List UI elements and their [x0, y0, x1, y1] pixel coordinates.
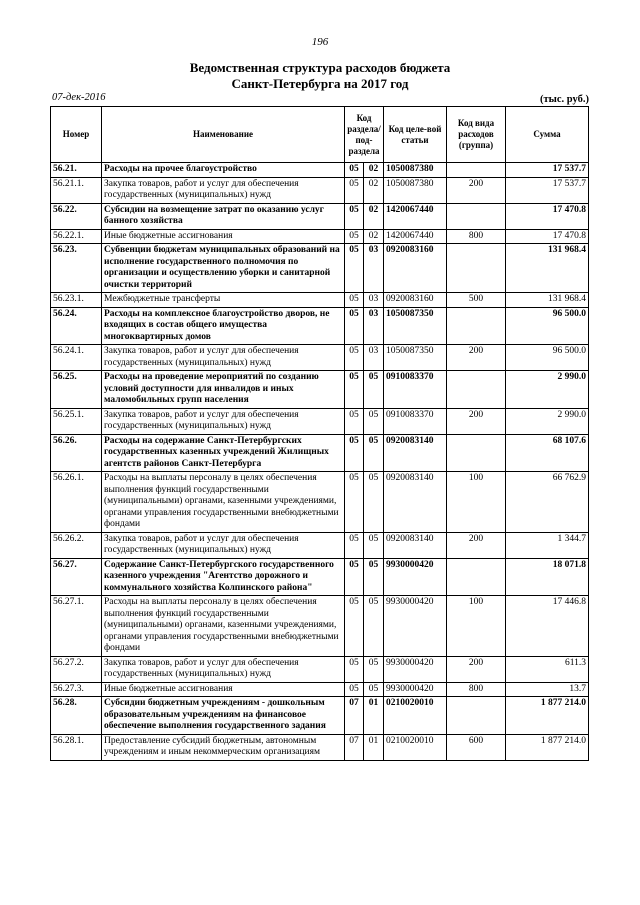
- row-sum: 17 537.7: [506, 177, 589, 203]
- table-row: [51, 371, 589, 409]
- row-subsection: 02: [364, 177, 384, 203]
- row-expense-kind: [447, 163, 506, 178]
- row-subsection: 05: [364, 472, 384, 533]
- row-section: 05: [345, 244, 364, 293]
- row-sum: 17 470.8: [506, 229, 589, 244]
- row-subsection: 03: [364, 293, 384, 308]
- row-subsection: 01: [364, 697, 384, 735]
- row-number: 56.23.1.: [51, 293, 102, 308]
- row-expense-kind: 200: [447, 177, 506, 203]
- row-expense-kind: 800: [447, 682, 506, 697]
- row-expense-kind: [447, 371, 506, 409]
- row-section: 05: [345, 177, 364, 203]
- table-row: [51, 472, 589, 533]
- row-name: Закупка товаров, работ и услуг для обеспечения государственных (муниципальных) нужд: [102, 345, 345, 371]
- row-section: 05: [345, 434, 364, 472]
- row-target-code: 1050087350: [384, 345, 447, 371]
- row-name: Субвенции бюджетам муниципальных образований на исполнение государственного полномочия по организации и осуществлению уборки и санитарной очистки территорий: [102, 244, 345, 293]
- header-section: Код раздела/ под-раздела: [345, 107, 384, 163]
- row-target-code: 1420067440: [384, 203, 447, 229]
- row-section: 07: [345, 697, 364, 735]
- row-name: Закупка товаров, работ и услуг для обеспечения государственных (муниципальных) нужд: [102, 656, 345, 682]
- units-label: (тыс. руб.): [540, 94, 589, 105]
- header-kind: Код вида расходов (группа): [447, 107, 506, 163]
- row-name: Содержание Санкт-Петербургского государственного казенного учреждения "Агентство дорожного и коммунального хозяйства Колпинского района": [102, 558, 345, 596]
- table-row: [51, 293, 589, 308]
- row-section: 05: [345, 203, 364, 229]
- table-row: [51, 408, 589, 434]
- row-expense-kind: 600: [447, 734, 506, 760]
- row-number: 56.26.1.: [51, 472, 102, 533]
- row-name: Закупка товаров, работ и услуг для обеспечения государственных (муниципальных) нужд: [102, 532, 345, 558]
- row-number: 56.24.: [51, 307, 102, 345]
- row-target-code: 9930000420: [384, 558, 447, 596]
- row-sum: 1 877 214.0: [506, 697, 589, 735]
- table-row: [51, 532, 589, 558]
- row-subsection: 02: [364, 229, 384, 244]
- row-subsection: 05: [364, 596, 384, 657]
- page-number: 196: [311, 36, 329, 48]
- row-number: 56.22.1.: [51, 229, 102, 244]
- row-sum: 18 071.8: [506, 558, 589, 596]
- row-target-code: 1050087380: [384, 163, 447, 178]
- table-row: [51, 434, 589, 472]
- title-line-1: Ведомственная структура расходов бюджета: [189, 60, 451, 75]
- table-row: [51, 244, 589, 293]
- row-name: Субсидии бюджетным учреждениям - дошкольным образовательным учреждениям на финансовое обеспечение выполнения государственного задания: [102, 697, 345, 735]
- row-number: 56.25.: [51, 371, 102, 409]
- row-section: 05: [345, 532, 364, 558]
- row-sum: 611.3: [506, 656, 589, 682]
- row-section: 05: [345, 293, 364, 308]
- table-row: [51, 656, 589, 682]
- row-section: 05: [345, 371, 364, 409]
- row-name: Расходы на выплаты персоналу в целях обеспечения выполнения функций государственными (муниципальными) органами, казенными учреждениями, органами управления государственными внебюджетными фондами: [102, 596, 345, 657]
- row-section: 05: [345, 472, 364, 533]
- row-sum: 17 537.7: [506, 163, 589, 178]
- row-expense-kind: [447, 558, 506, 596]
- row-name: Расходы на прочее благоустройство: [102, 163, 345, 178]
- row-expense-kind: 800: [447, 229, 506, 244]
- row-target-code: 9930000420: [384, 596, 447, 657]
- table-body: [51, 163, 589, 761]
- table-row: [51, 682, 589, 697]
- row-sum: 96 500.0: [506, 345, 589, 371]
- row-sum: 131 968.4: [506, 244, 589, 293]
- row-name: Закупка товаров, работ и услуг для обеспечения государственных (муниципальных) нужд: [102, 408, 345, 434]
- row-sum: 96 500.0: [506, 307, 589, 345]
- row-target-code: 0920083140: [384, 472, 447, 533]
- row-target-code: 0210020010: [384, 697, 447, 735]
- row-name: Межбюджетные трансферты: [102, 293, 345, 308]
- row-target-code: 1050087380: [384, 177, 447, 203]
- table-row: [51, 229, 589, 244]
- row-number: 56.27.3.: [51, 682, 102, 697]
- row-target-code: 0910083370: [384, 371, 447, 409]
- row-expense-kind: [447, 697, 506, 735]
- table-row: [51, 163, 589, 178]
- row-target-code: 0920083140: [384, 434, 447, 472]
- row-expense-kind: [447, 244, 506, 293]
- row-sum: 13.7: [506, 682, 589, 697]
- row-number: 56.27.1.: [51, 596, 102, 657]
- row-number: 56.24.1.: [51, 345, 102, 371]
- row-section: 05: [345, 682, 364, 697]
- row-sum: 17 470.8: [506, 203, 589, 229]
- row-target-code: 0920083160: [384, 293, 447, 308]
- row-subsection: 03: [364, 345, 384, 371]
- document-date: 07-дек-2016: [52, 92, 106, 103]
- table-row: [51, 558, 589, 596]
- row-sum: 131 968.4: [506, 293, 589, 308]
- row-expense-kind: [447, 203, 506, 229]
- row-section: 05: [345, 307, 364, 345]
- row-name: Иные бюджетные ассигнования: [102, 229, 345, 244]
- row-section: 05: [345, 558, 364, 596]
- table-row: [51, 307, 589, 345]
- row-target-code: 1050087350: [384, 307, 447, 345]
- row-expense-kind: 100: [447, 596, 506, 657]
- row-sum: 68 107.6: [506, 434, 589, 472]
- row-section: 07: [345, 734, 364, 760]
- row-subsection: 05: [364, 656, 384, 682]
- row-name: Расходы на проведение мероприятий по созданию условий доступности для инвалидов и иных маломобильных групп населения: [102, 371, 345, 409]
- row-name: Расходы на комплексное благоустройство дворов, не входящих в состав общего имущества многоквартирных домов: [102, 307, 345, 345]
- row-subsection: 05: [364, 408, 384, 434]
- row-name: Иные бюджетные ассигнования: [102, 682, 345, 697]
- table-row: [51, 203, 589, 229]
- table-row: [51, 734, 589, 760]
- row-expense-kind: 200: [447, 532, 506, 558]
- row-name: Расходы на содержание Санкт-Петербургских государственных казенных учреждений Жилищных агентств районов Санкт-Петербурга: [102, 434, 345, 472]
- row-sum: 17 446.8: [506, 596, 589, 657]
- header-number: Номер: [51, 107, 102, 163]
- row-subsection: 03: [364, 307, 384, 345]
- row-subsection: 02: [364, 203, 384, 229]
- row-section: 05: [345, 656, 364, 682]
- row-number: 56.26.2.: [51, 532, 102, 558]
- row-expense-kind: 200: [447, 656, 506, 682]
- row-section: 05: [345, 408, 364, 434]
- row-section: 05: [345, 163, 364, 178]
- row-target-code: 0920083140: [384, 532, 447, 558]
- row-subsection: 05: [364, 532, 384, 558]
- row-target-code: 9930000420: [384, 682, 447, 697]
- row-number: 56.25.1.: [51, 408, 102, 434]
- table-row: [51, 596, 589, 657]
- row-number: 56.27.2.: [51, 656, 102, 682]
- row-expense-kind: 200: [447, 408, 506, 434]
- row-target-code: 9930000420: [384, 656, 447, 682]
- header-target: Код целе-вой статьи: [384, 107, 447, 163]
- budget-table: [50, 106, 589, 761]
- row-subsection: 05: [364, 371, 384, 409]
- row-subsection: 03: [364, 244, 384, 293]
- row-subsection: 05: [364, 434, 384, 472]
- row-sum: 1 344.7: [506, 532, 589, 558]
- row-expense-kind: 200: [447, 345, 506, 371]
- row-name: Закупка товаров, работ и услуг для обеспечения государственных (муниципальных) нужд: [102, 177, 345, 203]
- row-number: 56.21.: [51, 163, 102, 178]
- row-section: 05: [345, 345, 364, 371]
- row-target-code: 1420067440: [384, 229, 447, 244]
- row-target-code: 0210020010: [384, 734, 447, 760]
- row-name: Субсидии на возмещение затрат по оказанию услуг банного хозяйства: [102, 203, 345, 229]
- row-number: 56.28.1.: [51, 734, 102, 760]
- row-number: 56.28.: [51, 697, 102, 735]
- row-number: 56.23.: [51, 244, 102, 293]
- row-target-code: 0920083160: [384, 244, 447, 293]
- row-number: 56.27.: [51, 558, 102, 596]
- row-section: 05: [345, 596, 364, 657]
- header-sum: Сумма: [506, 107, 589, 163]
- title-line-2: Санкт-Петербурга на 2017 год: [231, 76, 409, 91]
- row-subsection: 05: [364, 682, 384, 697]
- row-expense-kind: [447, 307, 506, 345]
- row-number: 56.26.: [51, 434, 102, 472]
- row-subsection: 01: [364, 734, 384, 760]
- row-section: 05: [345, 229, 364, 244]
- row-sum: 2 990.0: [506, 408, 589, 434]
- row-expense-kind: [447, 434, 506, 472]
- row-number: 56.22.: [51, 203, 102, 229]
- row-target-code: 0910083370: [384, 408, 447, 434]
- table-row: [51, 177, 589, 203]
- document-title: [0, 60, 640, 92]
- row-sum: 2 990.0: [506, 371, 589, 409]
- row-subsection: 05: [364, 558, 384, 596]
- row-name: Расходы на выплаты персоналу в целях обеспечения выполнения функций государственными (муниципальными) органами, казенными учреждениями, органами управления государственными внебюджетными фондами: [102, 472, 345, 533]
- table-row: [51, 345, 589, 371]
- row-name: Предоставление субсидий бюджетным, автономным учреждениям и иным некоммерческим организациям: [102, 734, 345, 760]
- header-name: Наименование: [102, 107, 345, 163]
- row-subsection: 02: [364, 163, 384, 178]
- row-sum: 66 762.9: [506, 472, 589, 533]
- row-expense-kind: 100: [447, 472, 506, 533]
- row-number: 56.21.1.: [51, 177, 102, 203]
- row-expense-kind: 500: [447, 293, 506, 308]
- row-sum: 1 877 214.0: [506, 734, 589, 760]
- table-row: [51, 697, 589, 735]
